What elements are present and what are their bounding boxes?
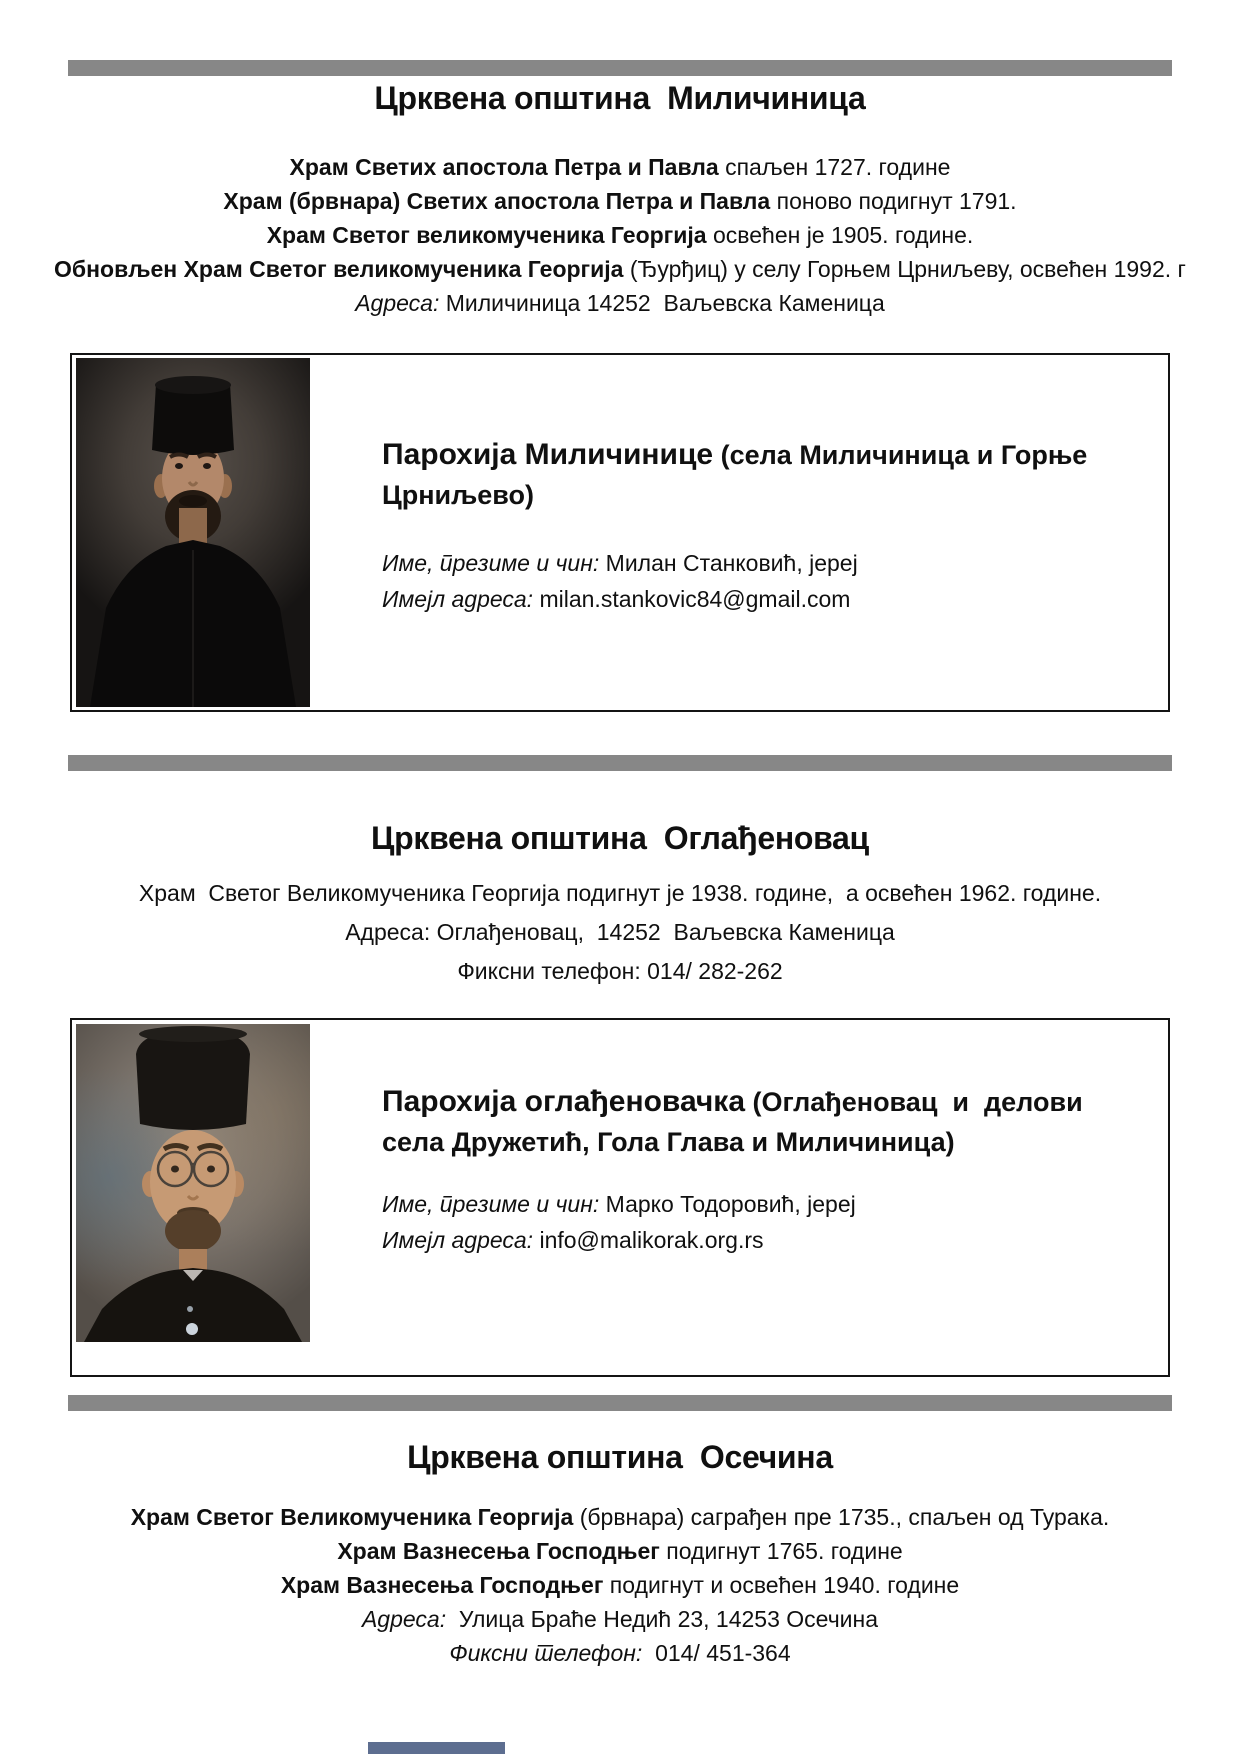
partial-next-section-bar xyxy=(368,1742,505,1754)
church-line: Храм (брвнара) Светих апостола Петра и Павла поново подигнут 1791. xyxy=(223,188,1017,214)
section-title-milicinica: Црквена општина Миличиница xyxy=(374,80,866,116)
church-line: Храм Вазнесења Господњег подигнут и освећен 1940. године xyxy=(280,1572,960,1598)
section-divider xyxy=(68,60,1172,76)
section-info-ogladjenovac xyxy=(40,874,1200,991)
parish-details xyxy=(382,545,858,617)
section-divider xyxy=(68,1395,1172,1411)
address-line: Адреса: Оглађеновац, 14252 Ваљевска Каменица xyxy=(345,919,895,945)
address-line: Адреса: Улица Браће Недић 23, 14253 Осечина xyxy=(361,1606,879,1632)
phone-line: Фиксни телефон: 014/ 451-364 xyxy=(449,1640,791,1666)
priest-name-row: Име, презиме и чин: Марко Тодоровић, јереј xyxy=(382,1191,856,1217)
parish-details xyxy=(382,1186,856,1258)
church-line: Храм Вазнесења Господњег подигнут 1765. године xyxy=(337,1538,903,1564)
phone-line: Фиксни телефон: 014/ 282-262 xyxy=(457,958,783,984)
church-line: Храм Светог Великомученика Георгија (брвнара) саграђен пре 1735., спаљен од Турака. xyxy=(130,1504,1110,1530)
church-line: Храм Светих апостола Петра и Павла спаљен 1727. године xyxy=(289,154,951,180)
priest-name-row: Име, презиме и чин: Милан Станковић, јереј xyxy=(382,550,858,576)
priest-portrait-photo xyxy=(76,358,310,707)
parish-heading: Парохија Миличинице (села Миличиница и Горње Црниљево) xyxy=(382,438,1095,510)
church-line: Обновљен Храм Светог великомученика Георгија (Ђурђиц) у селу Горњем Црниљеву, освећен 1992. г xyxy=(54,256,1186,282)
section-title-osecina: Црквена општина Осечина xyxy=(407,1439,833,1475)
priest-email-row: Имејл адреса: info@malikorak.org.rs xyxy=(382,1227,764,1253)
parish-card-ogladjenovacka xyxy=(70,1018,1170,1377)
priest-portrait-photo xyxy=(76,1024,310,1342)
parish-heading: Парохија оглађеновачка (Оглађеновац и делови села Дружетић, Гола Глава и Миличиница) xyxy=(382,1085,1091,1157)
section-info-osecina xyxy=(40,1500,1200,1670)
section-divider xyxy=(68,755,1172,771)
address-line: Адреса: Миличиница 14252 Ваљевска Каменица xyxy=(355,290,885,316)
church-line: Храм Светог великомученика Георгија освећен је 1905. године. xyxy=(266,222,974,248)
section-title-ogladjenovac: Црквена општина Оглађеновац xyxy=(371,820,869,856)
section-info-milicinica xyxy=(40,150,1200,320)
priest-email-row: Имејл адреса: milan.stankovic84@gmail.com xyxy=(382,586,851,612)
parish-card-milicinice xyxy=(70,353,1170,712)
church-line: Храм Светог Великомученика Георгија подигнут је 1938. године, а освећен 1962. године. xyxy=(138,880,1102,906)
